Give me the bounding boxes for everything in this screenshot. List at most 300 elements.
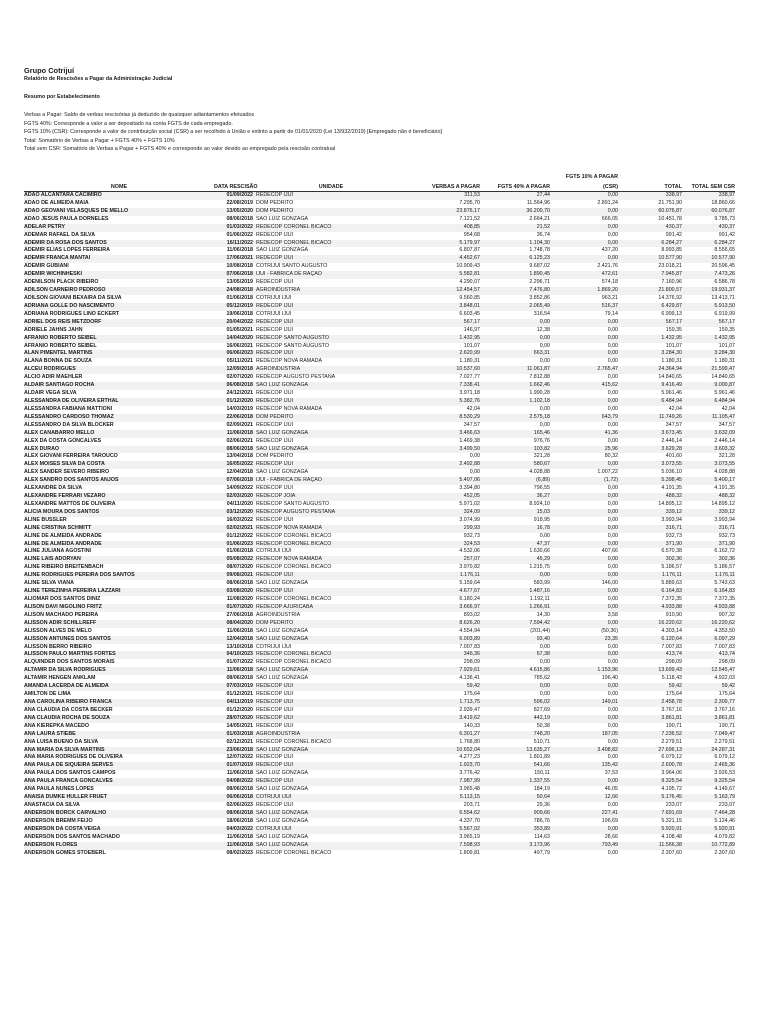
cell-fgts-10-csr: 0,00 xyxy=(607,801,618,808)
cell-verbas-a-pagar: 324,09 xyxy=(463,508,480,515)
cell-verbas-a-pagar: 0,00 xyxy=(469,453,480,460)
cell-fgts-40: 583,99 xyxy=(533,580,550,587)
cell-unidade: AGROINDÚSTRIA xyxy=(256,730,301,737)
cell-unidade: COTRIJUÍ IJUÍ xyxy=(256,310,292,317)
cell-fgts-10-csr: 196,40 xyxy=(601,675,618,682)
cell-total: 302,36 xyxy=(665,556,682,563)
cell-total-sem-csr: 16.220,62 xyxy=(711,619,735,626)
table-row xyxy=(24,247,735,255)
cell-unidade: REDECOP CORONEL BICACO xyxy=(256,239,332,246)
cell-fgts-40: 150,11 xyxy=(534,770,550,777)
cell-total: 4.195,72 xyxy=(661,786,682,793)
cell-total: 10.577,90 xyxy=(658,255,682,262)
cell-data-rescisao: 05/11/2021 xyxy=(226,358,253,365)
cell-verbas-a-pagar: 3.466,63 xyxy=(459,429,480,436)
cell-total-sem-csr: 488,32 xyxy=(718,493,735,500)
cell-total-sem-csr: 7.372,35 xyxy=(714,596,735,603)
cell-total-sem-csr: 7.473,26 xyxy=(714,271,735,278)
cell-nome: ALEXANDRE DA SILVA xyxy=(24,485,83,492)
cell-fgts-40: 976,76 xyxy=(533,437,550,444)
cell-total: 4.108,48 xyxy=(661,833,682,840)
cell-data-rescisao: 09/08/2021 xyxy=(226,572,253,579)
cell-verbas-a-pagar: 1.469,38 xyxy=(459,437,480,444)
table-row xyxy=(24,303,735,311)
cell-data-rescisao: 13/05/2020 xyxy=(226,207,253,214)
cell-fgts-10-csr: 0,00 xyxy=(607,342,618,349)
table-row xyxy=(24,255,735,263)
cell-fgts-40: 1.215,75 xyxy=(529,564,550,571)
cell-total: 11.749,26 xyxy=(658,413,682,420)
cell-nome: ALISSON ANTUNES DOS SANTOS xyxy=(24,635,111,642)
cell-data-rescisao: 11/06/2018 xyxy=(226,667,253,674)
cell-verbas-a-pagar: 2.492,88 xyxy=(459,461,480,468)
cell-total: 932,73 xyxy=(665,532,682,539)
cell-nome: ALQUINDER DOS SANTOS MORAIS xyxy=(24,659,115,666)
cell-fgts-10-csr: 41,36 xyxy=(604,429,618,436)
cell-fgts-10-csr: 407,66 xyxy=(601,548,618,555)
cell-fgts-10-csr: 0,00 xyxy=(607,754,618,761)
cell-fgts-10-csr: 0,00 xyxy=(607,326,618,333)
table-row xyxy=(24,469,735,477)
cell-total: 488,32 xyxy=(665,493,682,500)
table-row xyxy=(24,659,735,667)
cell-total-sem-csr: 190,71 xyxy=(718,722,735,729)
cell-verbas-a-pagar: 5.407,06 xyxy=(459,477,480,484)
cell-fgts-10-csr: 227,41 xyxy=(601,809,618,816)
cell-nome: ALINE RODRIGUES PEREIRA DOS SANTOS xyxy=(24,572,135,579)
cell-total: 3.284,30 xyxy=(661,350,682,357)
cell-nome: ALISON MACHADO PEREIRA xyxy=(24,611,99,618)
cell-total: 16.220,62 xyxy=(658,619,682,626)
table-row xyxy=(24,786,735,794)
cell-total: 347,57 xyxy=(665,421,682,428)
table-row xyxy=(24,232,735,240)
cell-unidade: REDECOP IJUÍ xyxy=(256,461,293,468)
cell-verbas-a-pagar: 1.713,75 xyxy=(459,699,480,705)
cell-total-sem-csr: 5.961,46 xyxy=(714,390,735,397)
cell-total-sem-csr: 6.079,12 xyxy=(714,754,735,761)
cell-fgts-40: 1.487,16 xyxy=(529,588,550,595)
cell-fgts-40: 103,82 xyxy=(533,445,550,452)
cell-fgts-40: 29,36 xyxy=(536,801,550,808)
cell-verbas-a-pagar: 3.666,97 xyxy=(459,603,480,610)
cell-data-rescisao: 12/09/2018 xyxy=(226,366,253,373)
cell-verbas-a-pagar: 7.007,83 xyxy=(459,643,480,650)
cell-total: 4.933,88 xyxy=(661,603,682,610)
cell-total-sem-csr: 3.993,94 xyxy=(714,516,735,523)
cell-verbas-a-pagar: 7.295,70 xyxy=(459,199,480,206)
cell-total-sem-csr: 6.162,72 xyxy=(714,548,735,555)
cell-fgts-10-csr: 0,00 xyxy=(607,714,618,721)
cell-fgts-40: 3.173,96 xyxy=(529,841,550,848)
cell-total: 5.036,10 xyxy=(661,469,682,476)
cell-fgts-40: 1.662,46 xyxy=(529,382,550,389)
cell-verbas-a-pagar: 408,85 xyxy=(463,223,480,230)
cell-nome: ADRIELE JAHNS JAHN xyxy=(24,326,83,333)
cell-verbas-a-pagar: 1.768,80 xyxy=(459,738,480,745)
cell-fgts-40: 1.337,55 xyxy=(529,778,550,785)
cell-total: 21.751,90 xyxy=(658,199,682,206)
table-row xyxy=(24,224,735,232)
cell-fgts-10-csr: 0,00 xyxy=(607,239,618,246)
cell-total-sem-csr: 4.079,82 xyxy=(714,833,735,840)
table-row xyxy=(24,533,735,541)
cell-verbas-a-pagar: 23.876,17 xyxy=(456,207,480,214)
cell-unidade: SÃO LUIZ GONZAGA xyxy=(256,817,309,824)
cell-nome: ADEMIR ELIAS LOPES FERREIRA xyxy=(24,247,110,254)
cell-total-sem-csr: 3.632,09 xyxy=(714,429,735,436)
cell-unidade: SÃO LUIZ GONZAGA xyxy=(256,215,309,222)
cell-data-rescisao: 01/06/2018 xyxy=(226,548,253,555)
cell-total-sem-csr: 3.861,81 xyxy=(714,714,735,721)
cell-total-sem-csr: 339,12 xyxy=(718,508,735,515)
cell-fgts-40: 1.102,18 xyxy=(529,397,550,404)
cell-fgts-10-csr: 3,58 xyxy=(607,611,618,618)
cell-unidade: SÃO LUIZ GONZAGA xyxy=(256,627,309,634)
cell-nome: ALISON DAVI NIGOLINO FRITZ xyxy=(24,603,102,610)
cell-fgts-10-csr: 0,00 xyxy=(607,485,618,492)
cell-unidade: REDECOP SANTO AUGUSTO xyxy=(256,500,329,507)
cell-fgts-10-csr: 0,00 xyxy=(607,651,618,658)
table-row xyxy=(24,810,735,818)
cell-total-sem-csr: 60.076,87 xyxy=(711,207,735,214)
cell-fgts-10-csr: 0,00 xyxy=(607,192,618,198)
cell-verbas-a-pagar: 452,05 xyxy=(463,493,480,500)
cell-unidade: AGROINDÚSTRIA xyxy=(256,287,301,294)
section-title: Resumo por Estabelecimento xyxy=(24,94,100,100)
cell-fgts-10-csr: 25,96 xyxy=(604,445,618,452)
cell-unidade: COTRIJUÍ IJUÍ xyxy=(256,643,292,650)
cell-verbas-a-pagar: 59,42 xyxy=(466,683,480,690)
cell-verbas-a-pagar: 4.277,23 xyxy=(459,754,480,761)
cell-data-rescisao: 19/06/2018 xyxy=(226,310,253,317)
cell-total-sem-csr: 8.556,65 xyxy=(714,247,735,254)
cell-total: 6.999,13 xyxy=(661,310,682,317)
cell-total-sem-csr: 1.432,95 xyxy=(714,334,735,341)
cell-total: 3.629,28 xyxy=(661,445,682,452)
cell-fgts-40: 114,63 xyxy=(534,833,550,840)
cell-unidade: REDECOP IJUÍ xyxy=(256,722,293,729)
table-row xyxy=(24,572,735,580)
cell-data-rescisao: 05/12/2019 xyxy=(226,302,253,309)
cell-verbas-a-pagar: 9.560,85 xyxy=(459,294,480,301)
cell-fgts-10-csr: 0,00 xyxy=(607,334,618,341)
cell-data-rescisao: 11/06/2018 xyxy=(226,429,253,436)
table-row xyxy=(24,620,735,628)
cell-verbas-a-pagar: 3.419,62 xyxy=(459,714,480,721)
cell-verbas-a-pagar: 6.180,24 xyxy=(459,596,480,603)
cell-fgts-10-csr: 2.765,47 xyxy=(597,366,618,373)
cell-unidade: DOM PEDRITO xyxy=(256,453,294,460)
cell-data-rescisao: 11/06/2018 xyxy=(226,833,253,840)
cell-data-rescisao: 01/07/2022 xyxy=(226,659,253,666)
cell-nome: ANDERSON DOS SANTOS MACHADO xyxy=(24,833,120,840)
cell-data-rescisao: 02/02/2021 xyxy=(226,524,253,531)
cell-total: 316,71 xyxy=(665,524,682,531)
cell-fgts-10-csr: 0,00 xyxy=(607,683,618,690)
cell-fgts-10-csr: 3.408,82 xyxy=(597,746,618,753)
cell-verbas-a-pagar: 5.382,76 xyxy=(459,397,480,404)
cell-unidade: REDECOP IJUÍ xyxy=(256,683,293,690)
cell-nome: ALEXANDRE FERRARI VEZARO xyxy=(24,493,106,500)
cell-data-rescisao: 28/07/2020 xyxy=(226,714,253,721)
cell-unidade: DOM PEDRITO xyxy=(256,199,294,206)
table-row xyxy=(24,580,735,588)
cell-fgts-10-csr: 37,53 xyxy=(604,770,618,777)
cell-unidade: REDECOP CORONEL BICACO xyxy=(256,651,332,658)
cell-data-rescisao: 08/02/2023 xyxy=(226,849,253,856)
cell-data-rescisao: 07/06/2018 xyxy=(226,271,253,278)
cell-total: 5.176,45 xyxy=(661,794,682,801)
cell-verbas-a-pagar: 5.582,81 xyxy=(459,271,480,278)
cell-fgts-10-csr: 146,00 xyxy=(601,580,618,587)
cell-data-rescisao: 14/03/2019 xyxy=(226,405,253,412)
table-row xyxy=(24,747,735,755)
cell-verbas-a-pagar: 1.923,70 xyxy=(459,762,480,769)
cell-fgts-10-csr: 0,00 xyxy=(607,493,618,500)
cell-total: 59,42 xyxy=(668,683,682,690)
cell-total: 9.325,54 xyxy=(661,778,682,785)
cell-fgts-40: 510,71 xyxy=(533,738,550,745)
cell-verbas-a-pagar: 5.159,64 xyxy=(459,580,480,587)
table-row xyxy=(24,826,735,834)
cell-unidade: REDECOP CORONEL BICACO xyxy=(256,596,332,603)
cell-nome: ANA PAULA NUNES LOPES xyxy=(24,786,94,793)
cell-fgts-10-csr: 1.153,96 xyxy=(597,667,618,674)
cell-verbas-a-pagar: 3.394,80 xyxy=(459,485,480,492)
cell-verbas-a-pagar: 6.554,62 xyxy=(459,809,480,816)
cell-data-rescisao: 08/06/2018 xyxy=(226,786,253,793)
cell-verbas-a-pagar: 7.338,41 xyxy=(459,382,480,389)
cell-nome: ALINE RIBEIRO BREITENBACH xyxy=(24,564,104,571)
cell-fgts-40: 50,64 xyxy=(536,794,550,801)
cell-data-rescisao: 08/06/2018 xyxy=(226,809,253,816)
cell-unidade: REDECOP IJUÍ xyxy=(256,390,293,397)
cell-data-rescisao: 02/09/2021 xyxy=(226,421,253,428)
cell-fgts-10-csr: 0,00 xyxy=(607,207,618,214)
cell-nome: ALINE LAIS ADORYAN xyxy=(24,556,81,563)
cell-nome: ANA CAROLINA RIBEIRO FRANCA xyxy=(24,699,112,705)
cell-data-rescisao: 16/03/2022 xyxy=(226,516,253,523)
cell-unidade: REDECOP AJURICABA xyxy=(256,603,314,610)
cell-fgts-40: 50,38 xyxy=(536,722,550,729)
cell-total-sem-csr: 21.599,47 xyxy=(711,366,735,373)
cell-nome: ALEX SANDRO DOS SANTOS ANJOS xyxy=(24,477,119,484)
table-row xyxy=(24,818,735,826)
table-row xyxy=(24,683,735,691)
cell-total-sem-csr: 413,74 xyxy=(718,651,735,658)
col-header-total-sem-csr: TOTAL SEM CSR xyxy=(691,184,735,190)
cell-nome: ALINE JULIANA AGOSTINI xyxy=(24,548,91,555)
cell-nome: ALEX CANABARRO MELLO xyxy=(24,429,95,436)
cell-verbas-a-pagar: 893,02 xyxy=(463,611,480,618)
cell-fgts-10-csr: 0,00 xyxy=(607,619,618,626)
cell-total: 338,97 xyxy=(665,192,682,198)
table-row xyxy=(24,644,735,652)
cell-unidade: REDECOP SANTO AUGUSTO xyxy=(256,342,329,349)
cell-fgts-40: 1.890,45 xyxy=(529,271,550,278)
cell-data-rescisao: 01/07/2019 xyxy=(226,762,253,769)
cell-data-rescisao: 01/09/2022 xyxy=(226,192,253,198)
cell-fgts-40: 0,00 xyxy=(539,342,550,349)
cell-total: 2.279,51 xyxy=(661,738,682,745)
cell-total-sem-csr: 10.577,90 xyxy=(711,255,735,262)
cell-nome: AMILTON DE LIMA xyxy=(24,691,71,698)
cell-total-sem-csr: 4.922,03 xyxy=(714,675,735,682)
cell-total: 7.945,87 xyxy=(661,271,682,278)
cell-verbas-a-pagar: 6.301,27 xyxy=(459,730,480,737)
cell-data-rescisao: 22/06/2018 xyxy=(226,413,253,420)
cell-total: 13.699,43 xyxy=(658,667,682,674)
cell-fgts-10-csr: 12,66 xyxy=(604,794,618,801)
cell-total: 42,04 xyxy=(668,405,682,412)
cell-verbas-a-pagar: 101,07 xyxy=(463,342,480,349)
cell-nome: ADRIANA RODRIGUES LINO ECKERT xyxy=(24,310,120,317)
cell-fgts-10-csr: 574,18 xyxy=(601,279,618,286)
cell-verbas-a-pagar: 5.179,97 xyxy=(459,239,480,246)
cell-verbas-a-pagar: 567,17 xyxy=(463,318,480,325)
cell-total-sem-csr: 10.772,89 xyxy=(711,841,735,848)
cell-total: 8.993,85 xyxy=(661,247,682,254)
cell-verbas-a-pagar: 146,97 xyxy=(463,326,480,333)
cell-total: 24.364,94 xyxy=(658,366,682,373)
cell-fgts-40: 0,00 xyxy=(539,532,550,539)
cell-fgts-10-csr: 0,00 xyxy=(607,508,618,515)
cell-nome: ANA MARIA RODRIGUES DE OLIVEIRA xyxy=(24,754,123,761)
cell-total-sem-csr: 42,04 xyxy=(721,405,735,412)
cell-nome: ADEMAR RAFAEL DA SILVA xyxy=(24,231,96,238)
cell-fgts-10-csr: 0,00 xyxy=(607,556,618,563)
cell-total-sem-csr: 5.124,46 xyxy=(714,817,735,824)
cell-fgts-10-csr: 437,20 xyxy=(601,247,618,254)
cell-nome: ALISSON PAULO MARTINS FORTES xyxy=(24,651,116,658)
cell-total: 2.600,78 xyxy=(661,762,682,769)
cell-total-sem-csr: 5.743,63 xyxy=(714,580,735,587)
cell-verbas-a-pagar: 8.530,29 xyxy=(459,413,480,420)
cell-total: 3.673,45 xyxy=(661,429,682,436)
cell-data-rescisao: 02/12/2021 xyxy=(226,738,253,745)
cell-data-rescisao: 11/06/2018 xyxy=(226,627,253,634)
cell-nome: ANA PAULA FRANCA GONCALVES xyxy=(24,778,113,785)
cell-nome: ALINE TEREZINHA PEREIRA LAZZARI xyxy=(24,588,121,595)
cell-total: 7.372,35 xyxy=(661,596,682,603)
cell-total-sem-csr: 298,09 xyxy=(718,659,735,666)
cell-fgts-10-csr: 0,00 xyxy=(607,461,618,468)
cell-total-sem-csr: 302,36 xyxy=(718,556,735,563)
cell-nome: ALINE SILVA VIANA xyxy=(24,580,74,587)
rescisoes-table xyxy=(24,170,735,857)
cell-unidade: REDECOP IJUÍ xyxy=(256,231,293,238)
cell-total: 23.018,21 xyxy=(658,263,682,270)
cell-verbas-a-pagar: 4.677,67 xyxy=(459,588,480,595)
cell-total: 175,64 xyxy=(665,691,682,698)
cell-total-sem-csr: 9.000,87 xyxy=(714,382,735,389)
cell-nome: ANA CLAUDIA DA COSTA BECKER xyxy=(24,706,113,713)
cell-verbas-a-pagar: 4.452,67 xyxy=(459,255,480,262)
cell-fgts-10-csr: 23,35 xyxy=(604,635,618,642)
cell-fgts-10-csr: 472,61 xyxy=(601,271,618,278)
cell-unidade: REDECOP IJUÍ xyxy=(256,302,293,309)
cell-total-sem-csr: 24.287,31 xyxy=(711,746,735,753)
cell-nome: AMANDA LACERDA DE ALMEIDA xyxy=(24,683,109,690)
cell-nome: ADAO ALCANTARA CACIMIRO xyxy=(24,192,102,198)
cell-verbas-a-pagar: 175,64 xyxy=(463,691,480,698)
cell-fgts-40: 827,69 xyxy=(533,706,550,713)
cell-total: 7.007,83 xyxy=(661,643,682,650)
cell-data-rescisao: 02/07/2020 xyxy=(226,374,253,381)
cell-unidade: REDECOP CORONEL BICACO xyxy=(256,540,332,547)
cell-nome: ANDERSON BORCK CARVALHO xyxy=(24,809,107,816)
table-row xyxy=(24,406,735,414)
table-row xyxy=(24,754,735,762)
cell-verbas-a-pagar: 3.499,50 xyxy=(459,445,480,452)
cell-fgts-10-csr: 0,00 xyxy=(607,722,618,729)
cell-total-sem-csr: 316,71 xyxy=(718,524,735,531)
cell-total-sem-csr: 6.586,78 xyxy=(714,279,735,286)
cell-nome: ALAN PIMENTEL MARTINS xyxy=(24,350,93,357)
cell-total-sem-csr: 567,17 xyxy=(718,318,735,325)
cell-verbas-a-pagar: 203,71 xyxy=(463,801,480,808)
cell-total-sem-csr: 12.545,47 xyxy=(711,667,735,674)
cell-data-rescisao: 16/05/2022 xyxy=(226,461,253,468)
cell-nome: ADAO DE ALMEIDA MAIA xyxy=(24,199,89,206)
cell-unidade: REDECOP CORONEL BICACO xyxy=(256,738,332,745)
cell-fgts-40: 909,66 xyxy=(533,809,550,816)
cell-fgts-10-csr: (50,36) xyxy=(601,627,618,634)
cell-nome: ALEX MOISES SILVA DA COSTA xyxy=(24,461,105,468)
cell-total-sem-csr: 5.163,79 xyxy=(714,794,735,801)
cell-verbas-a-pagar: 7.929,61 xyxy=(459,667,480,674)
cell-fgts-10-csr: 79,14 xyxy=(604,310,618,317)
cell-total-sem-csr: 6.284,27 xyxy=(714,239,735,246)
cell-data-rescisao: 06/08/2018 xyxy=(226,382,253,389)
cell-fgts-10-csr: 0,00 xyxy=(607,524,618,531)
cell-data-rescisao: 03/12/2020 xyxy=(226,508,253,515)
cell-total: 339,12 xyxy=(665,508,682,515)
cell-fgts-10-csr: 516,37 xyxy=(601,302,618,309)
cell-data-rescisao: 11/06/2018 xyxy=(226,841,253,848)
cell-verbas-a-pagar: 5.113,15 xyxy=(459,794,480,801)
table-header xyxy=(24,170,735,192)
cell-fgts-40: 1.104,30 xyxy=(529,239,550,246)
table-row xyxy=(24,461,735,469)
cell-verbas-a-pagar: 3.965,19 xyxy=(459,833,480,840)
table-row xyxy=(24,453,735,461)
cell-fgts-40: 12,38 xyxy=(536,326,550,333)
cell-fgts-40: 0,00 xyxy=(539,683,550,690)
cell-nome: ALANA BONNA DE SOUZA xyxy=(24,358,92,365)
table-row xyxy=(24,240,735,248)
cell-unidade: SÃO LUIZ GONZAGA xyxy=(256,382,309,389)
table-row xyxy=(24,675,735,683)
cell-unidade: REDECOP AUGUSTO PESTANA xyxy=(256,508,336,515)
cell-unidade: SÃO LUIZ GONZAGA xyxy=(256,469,309,476)
cell-data-rescisao: 04/11/2020 xyxy=(226,500,253,507)
cell-fgts-40: 4.615,86 xyxy=(529,667,550,674)
cell-data-rescisao: 02/06/2023 xyxy=(226,801,253,808)
cell-total: 5.920,91 xyxy=(661,825,682,832)
cell-total-sem-csr: 5.913,50 xyxy=(714,302,735,309)
cell-total-sem-csr: 9.325,54 xyxy=(714,778,735,785)
cell-fgts-40: 93,40 xyxy=(536,635,550,642)
cell-data-rescisao: 01/12/2020 xyxy=(226,706,253,713)
cell-verbas-a-pagar: 3.965,48 xyxy=(459,786,480,793)
cell-unidade: REDECOP IJUÍ xyxy=(256,192,293,198)
cell-unidade: REDECOP IJUÍ xyxy=(256,754,293,761)
cell-data-rescisao: 04/10/2023 xyxy=(226,651,253,658)
cell-nome: ADAO JESUS PAULA DORNELES xyxy=(24,215,109,222)
table-row xyxy=(24,612,735,620)
